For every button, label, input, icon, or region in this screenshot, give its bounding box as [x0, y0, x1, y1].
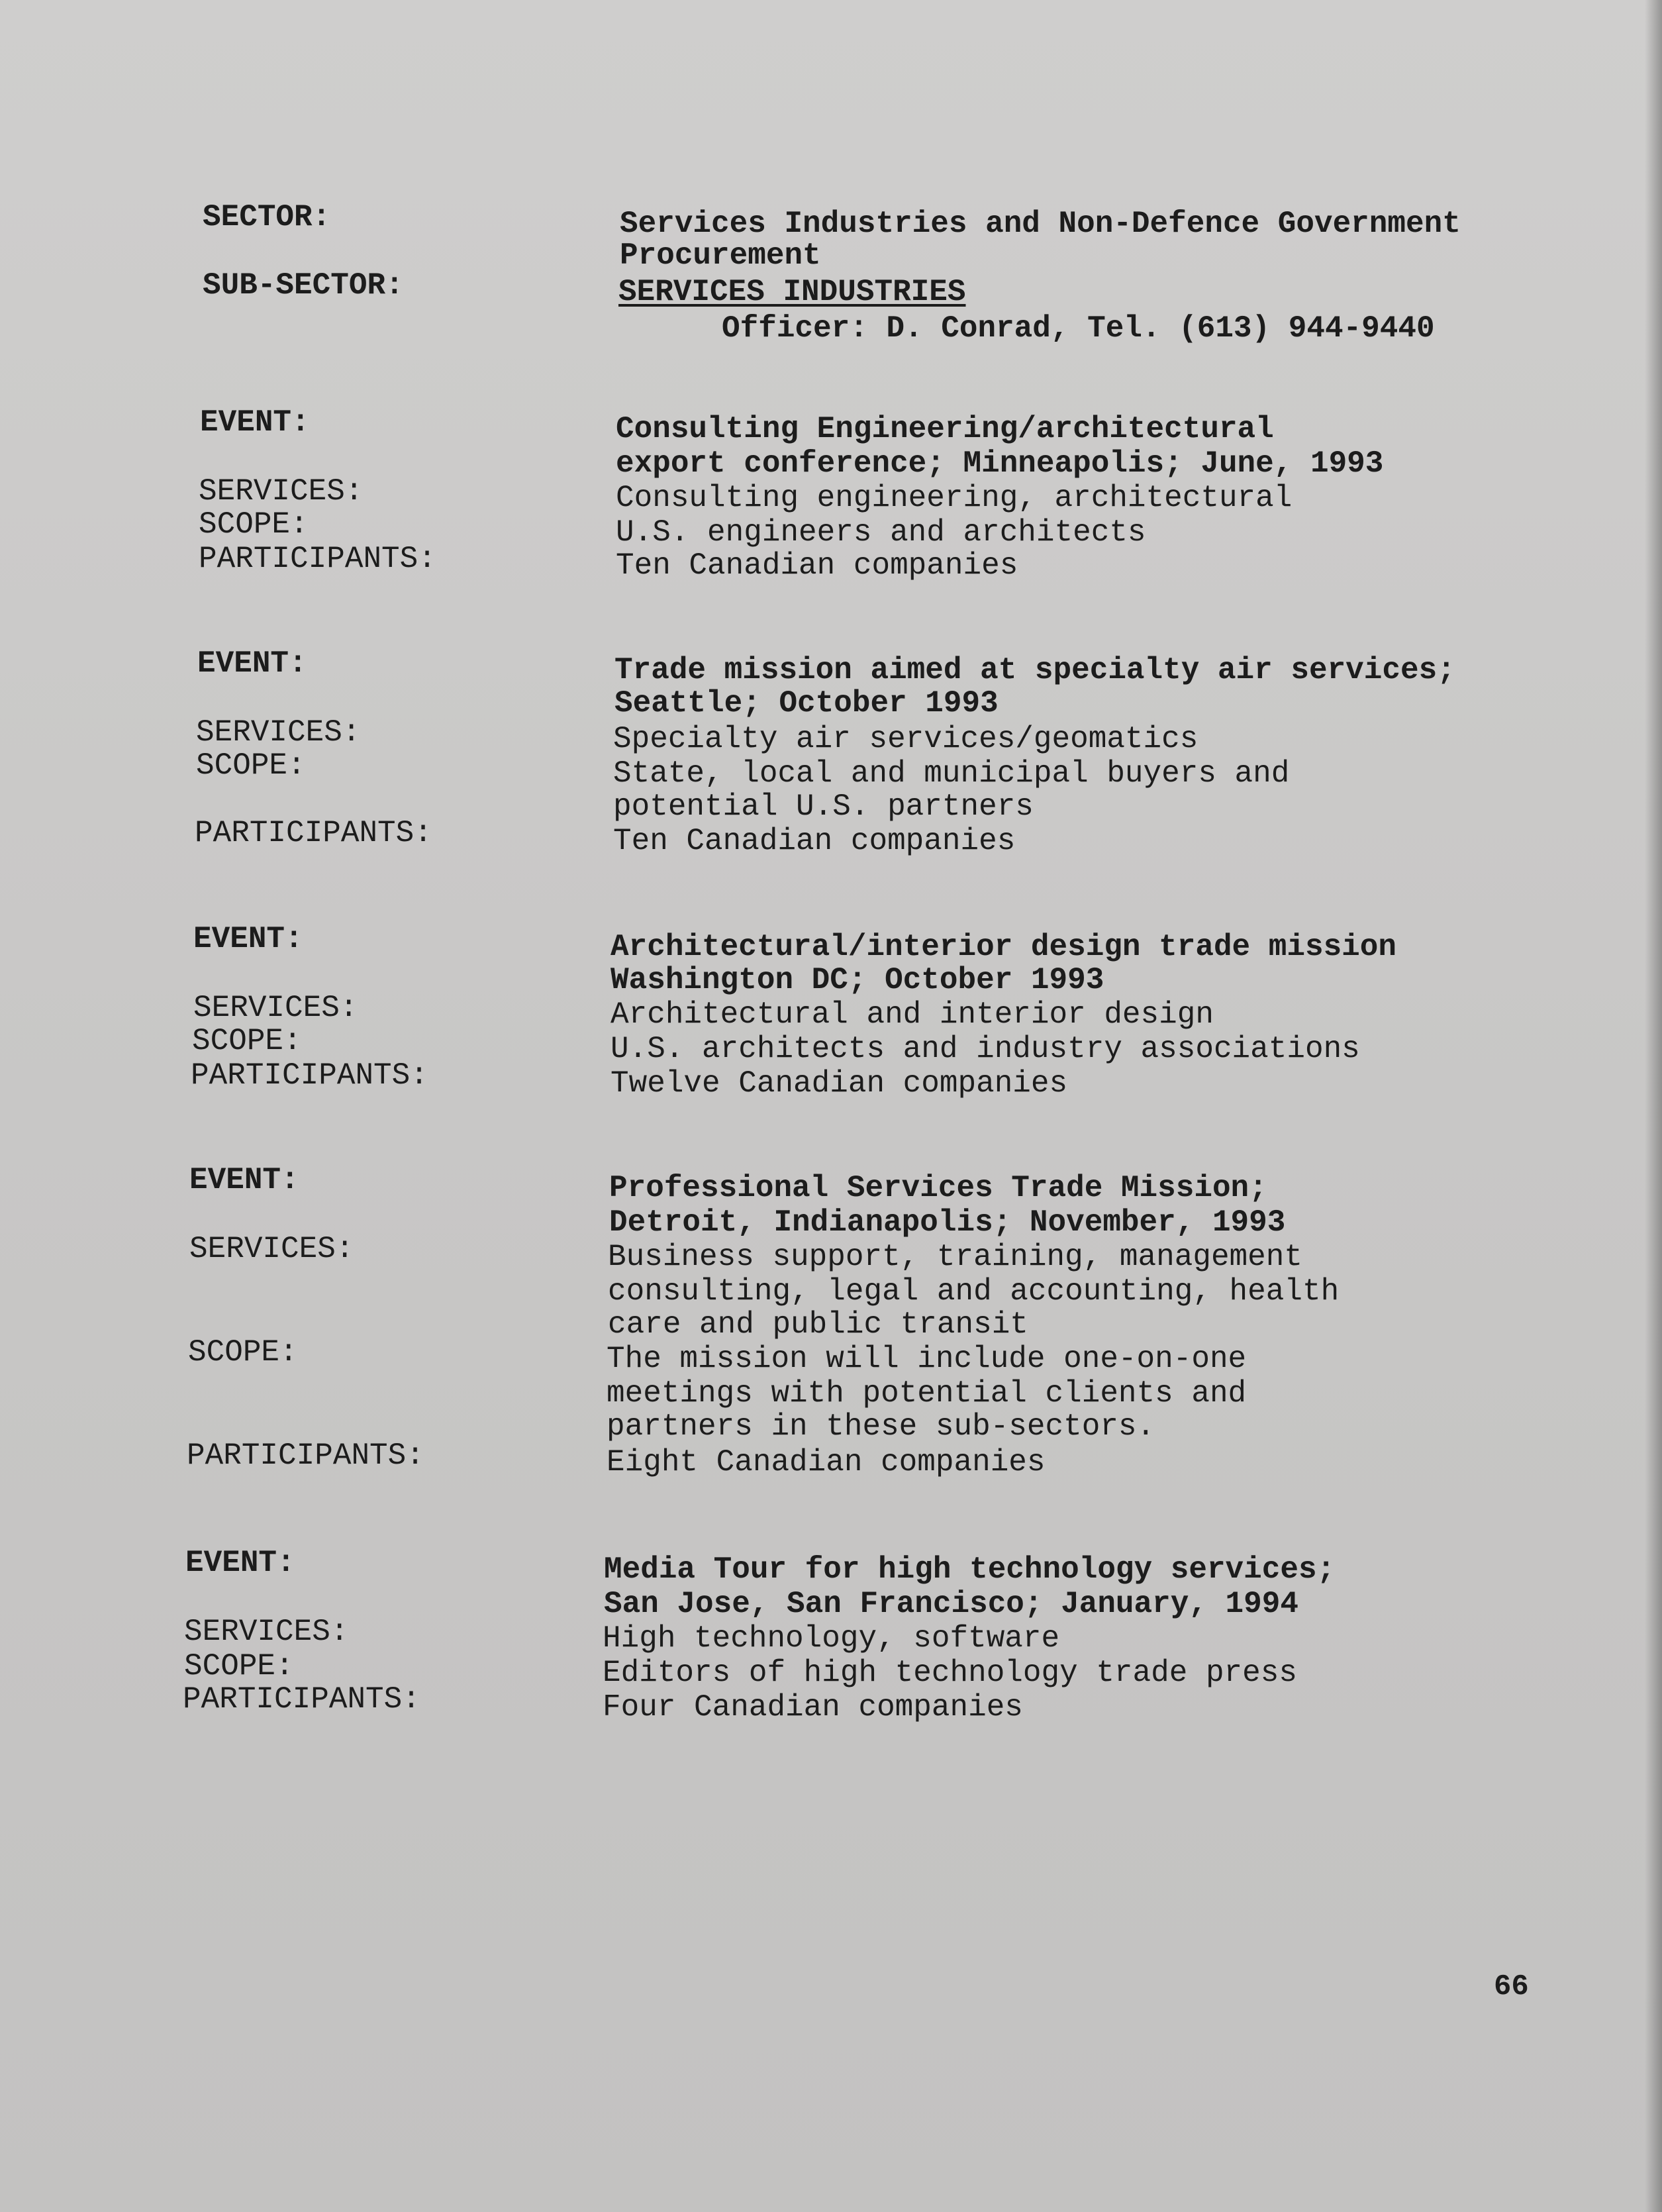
event-participants: Twelve Canadian companies	[611, 1066, 1068, 1101]
event-title-line1: Trade mission aimed at specialty air services;	[614, 653, 1455, 687]
services-label: SERVICES:	[184, 1615, 349, 1649]
event-title-line2: San Jose, San Francisco; January, 1994	[604, 1587, 1298, 1621]
sector-value-line1: Services Industries and Non-Defence Government	[620, 207, 1461, 241]
event-title-line2: Detroit, Indianapolis; November, 1993	[609, 1205, 1286, 1240]
event-title-line2: Washington DC; October 1993	[611, 963, 1104, 997]
services-label: SERVICES:	[196, 715, 361, 750]
event-scope-line: Editors of high technology trade press	[603, 1656, 1297, 1690]
event-participants: Ten Canadian companies	[613, 824, 1016, 858]
event-title-line1: Professional Services Trade Mission;	[609, 1171, 1267, 1205]
event-title-line2: Seattle; October 1993	[614, 686, 999, 721]
event-scope-line: The mission will include one-on-one	[607, 1342, 1247, 1376]
event-scope-line: potential U.S. partners	[613, 789, 1034, 824]
scope-label: SCOPE:	[188, 1335, 298, 1370]
event-label: EVENT:	[185, 1546, 295, 1580]
event-scope-line: U.S. engineers and architects	[616, 515, 1146, 550]
event-title-line1: Media Tour for high technology services;	[604, 1552, 1336, 1587]
event-title-line2: export conference; Minneapolis; June, 1993	[616, 446, 1384, 481]
event-services-line: Business support, training, management	[608, 1240, 1302, 1274]
event-scope-line: U.S. architects and industry associations	[611, 1032, 1360, 1066]
scope-label: SCOPE:	[184, 1649, 294, 1684]
participants-label: PARTICIPANTS:	[183, 1682, 420, 1717]
event-scope-line: State, local and municipal buyers and	[613, 756, 1290, 791]
event-label: EVENT:	[200, 405, 310, 440]
sector-value-line2: Procurement	[620, 238, 821, 273]
event-participants: Eight Canadian companies	[607, 1445, 1046, 1480]
event-participants: Ten Canadian companies	[616, 548, 1018, 583]
event-services: Specialty air services/geomatics	[613, 722, 1198, 756]
event-services-line: consulting, legal and accounting, health	[608, 1274, 1340, 1309]
participants-label: PARTICIPANTS:	[191, 1058, 428, 1093]
officer-line: Officer: D. Conrad, Tel. (613) 944-9440	[722, 311, 1435, 346]
event-label: EVENT:	[197, 646, 307, 681]
event-services: Consulting engineering, architectural	[616, 481, 1293, 515]
event-title-line1: Consulting Engineering/architectural	[616, 412, 1274, 446]
participants-label: PARTICIPANTS:	[199, 542, 436, 576]
event-services: Architectural and interior design	[611, 997, 1214, 1032]
event-label: EVENT:	[189, 1163, 299, 1197]
event-scope-line: partners in these sub-sectors.	[607, 1409, 1155, 1444]
scope-label: SCOPE:	[192, 1024, 302, 1058]
sector-label: SECTOR:	[203, 200, 331, 234]
participants-label: PARTICIPANTS:	[187, 1438, 424, 1473]
event-services-line: care and public transit	[608, 1307, 1028, 1342]
services-label: SERVICES:	[193, 991, 358, 1025]
subsector-value: SERVICES INDUSTRIES	[618, 275, 966, 309]
event-scope-line: meetings with potential clients and	[607, 1376, 1247, 1411]
scope-label: SCOPE:	[199, 507, 309, 542]
subsector-label: SUB-SECTOR:	[203, 268, 404, 303]
event-participants: Four Canadian companies	[603, 1690, 1023, 1725]
services-label: SERVICES:	[189, 1232, 354, 1266]
participants-label: PARTICIPANTS:	[195, 816, 432, 850]
event-label: EVENT:	[193, 922, 303, 956]
page-number: 66	[1494, 1970, 1529, 2003]
services-label: SERVICES:	[199, 474, 364, 509]
scope-label: SCOPE:	[196, 748, 306, 783]
event-title-line1: Architectural/interior design trade mission	[611, 930, 1396, 964]
event-services: High technology, software	[603, 1621, 1060, 1656]
